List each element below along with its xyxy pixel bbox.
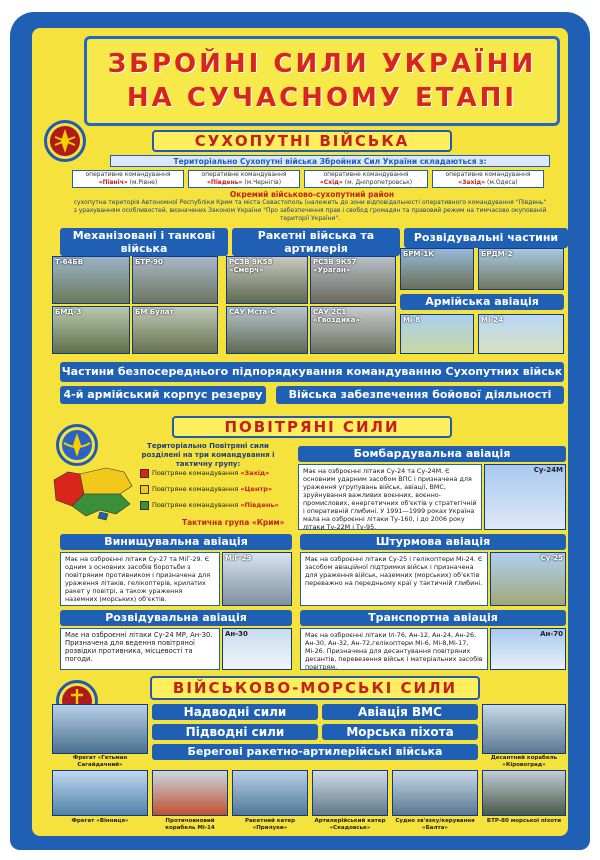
title-line-1: ЗБРОЙНІ СИЛИ УКРАЇНИ (107, 49, 537, 79)
recon-aviation-text: Має на озброєнні літаки Су-24 МР, Ан-30. Призначена для ведення повітряної розвідки противника, місцевості та погоди. (60, 628, 220, 670)
photo-frigate-vinnytsia (52, 770, 148, 816)
submarine-forces: Підводні сили (152, 724, 318, 740)
photo-mi24: Мі-24 (478, 314, 564, 354)
fighter-aviation-title: Винищувальна авіація (60, 534, 292, 550)
caption-btr80: БТР-80 морської піхоти (486, 818, 562, 824)
bomber-aviation-title: Бомбардувальна авіація (298, 446, 566, 462)
navy-aviation: Авіація ВМС (322, 704, 478, 720)
title-line-2: НА СУЧАСНОМУ ЕТАПІ (126, 83, 518, 113)
photo-gvozdika: САУ 2С1 «Гвоздика» (310, 306, 396, 354)
caption-skadovsk: Артилерійський катер «Скадовськ» (314, 818, 386, 831)
legend-center: Повітряне командування «Центр» (140, 484, 272, 495)
command-north: оперативне командування «Північ» (м.Рівне) (72, 170, 184, 188)
photo-mig29: МіГ-29 (222, 552, 292, 606)
photo-mi14 (152, 770, 228, 816)
branch-mechanized: Механізовані і танкові війська (60, 228, 228, 256)
branch-rocket-artillery: Ракетні війська та артилерія (232, 228, 400, 256)
photo-smerch: РСЗВ 9К58 «Смерч» (226, 256, 308, 304)
photo-brdm2: БРДМ-2 (478, 248, 564, 290)
direct-subordination: Частини безпосереднього підпорядкування командуванню Сухопутних військ (60, 362, 564, 382)
special-district-title: Окремий військово-сухопутний район (229, 190, 395, 199)
poster-frame (10, 12, 590, 850)
caption-frigate-sahaidachny: Фрегат «Гетьман Сагайдачний» (72, 755, 128, 768)
photo-skadovsk (312, 770, 388, 816)
transport-aviation-title: Транспортна авіація (300, 610, 566, 626)
photo-btr80 (482, 770, 566, 816)
photo-mi8: Мі-8 (400, 314, 474, 354)
land-forces-header: СУХОПУТНІ ВІЙСЬКА (152, 130, 452, 152)
recon-aviation-title: Розвідувальна авіація (60, 610, 292, 626)
photo-brm1k: БРМ-1К (400, 248, 474, 290)
tactical-group: Тактична група «Крим» (182, 518, 285, 527)
photo-an70: Ан-70 (490, 628, 566, 670)
branch-recon: Розвідувальні частини (404, 228, 568, 248)
photo-bulat: БМ Булат (132, 306, 218, 354)
bomber-aviation-text: Має на озброєнні літаки Су-24 та Су-24М. Є основним ударним засобом ВПС і призначена для ураження угрупувань військ, авіації, ВМС, зруйнування важливих воєнних, воєнно-промислових, енергетичних об'єктів у стратегічній і оперативній глибині. У 1991—1999 роках Україна мала на озброєнні літаки Ту-160, і до 2006 року літаки Ту-22М і Ту-95. (298, 464, 482, 530)
photo-an30: Ан-30 (222, 628, 292, 670)
poster-panel (32, 28, 568, 836)
attack-aviation-title: Штурмова авіація (300, 534, 566, 550)
special-district-text: сухопутна територія Автономної Республіки Крим та міста Севастополь (належить до зони відповідальності оперативного командування "Південь" з урахуванням особливостей, визначених Законом України "Про забезпечення прав і свобод громадян та правовий режим на тимчасово окупованій території України". (73, 199, 547, 222)
fighter-aviation-text: Має на озброєнні літаки Су-27 та МіГ-29. Є одним з основних засобів боротьби з повітряним противником і призначена для ураження літаків, гелікоптерів, крилатих ракет у повітрі, а також ураження наземних (морських) об'єктів. (60, 552, 220, 606)
photo-su24m: Су-24М (484, 464, 566, 530)
photo-t64: Т-64БВ (52, 256, 130, 304)
land-forces-emblem-icon (44, 120, 86, 162)
reserve-corps: 4-й армійський корпус резерву (60, 386, 266, 404)
photo-uragan: РСЗВ 9К57 «Ураган» (310, 256, 396, 304)
photo-su25: Су-25 (490, 552, 566, 606)
caption-landing-ship: Десантний корабель «Кіровоград» (490, 755, 558, 768)
land-intro: Територіально Сухопутні війська Збройних Сил України складаються з: (110, 155, 550, 167)
legend-south: Повітряне командування «Південь» (140, 500, 279, 511)
air-force-emblem-icon (56, 424, 98, 466)
photo-frigate-sahaidachny (52, 704, 148, 754)
command-south: оперативне командування «Південь» (м.Чернігів) (188, 170, 300, 188)
command-west: оперативне командування «Захід» (м.Одеса) (432, 170, 544, 188)
attack-aviation-text: Має на озброєнні літаки Су-25 і гелікоптери Мі-24. Є засобом авіаційної підтримки військ і призначена для ураження військ, наземних (морських) об'єктів переважно на передньому краї у тактичній глибині. (300, 552, 488, 606)
transport-aviation-text: Має на озброєнні літаки Іл-76, Ан-12, Ан-24, Ан-26, Ан-30, Ан-32, Ан-72,гелікоптери Мі-6, Мі-8,Мі-17, Мі-26. Призначена для десантування повітряних десантів, перевезення військ і матеріальних засобів повітрям. (300, 628, 488, 670)
caption-mi14: Протичовновий корабель Мі-14 (165, 818, 215, 831)
combat-support: Війська забезпечення бойової діяльності (276, 386, 564, 404)
command-east: оперативне командування «Схід» (м. Дніпропетровськ) (304, 170, 428, 188)
ukraine-map-icon (50, 464, 136, 522)
caption-pryluky: Ракетний катер «Прилуки» (244, 818, 296, 831)
surface-forces: Надводні сили (152, 704, 318, 720)
photo-pryluky (232, 770, 308, 816)
caption-frigate-vinnytsia: Фрегат «Вінниця» (71, 818, 129, 824)
photo-btr90: БТР-90 (132, 256, 218, 304)
air-force-header: ПОВІТРЯНІ СИЛИ (172, 416, 452, 438)
navy-header: ВІЙСЬКОВО-МОРСЬКІ СИЛИ (150, 676, 480, 700)
legend-west: Повітряне командування «Захід» (140, 468, 269, 479)
coastal-forces: Берегові ракетно-артилерійські війська (152, 744, 478, 760)
poster-title (84, 36, 560, 126)
marine-infantry: Морська піхота (322, 724, 478, 740)
photo-bmd3: БМД-3 (52, 306, 130, 354)
air-map-title: Територіально Повітряні сили розділені на три командування і тактичну групу: (141, 442, 275, 468)
branch-army-aviation: Армійська авіація (400, 294, 564, 310)
photo-landing-ship (482, 704, 566, 754)
caption-balta: Судно зв'язку/керування «Балта» (395, 818, 475, 831)
photo-balta (392, 770, 478, 816)
photo-msta: САУ Мста-С (226, 306, 308, 354)
